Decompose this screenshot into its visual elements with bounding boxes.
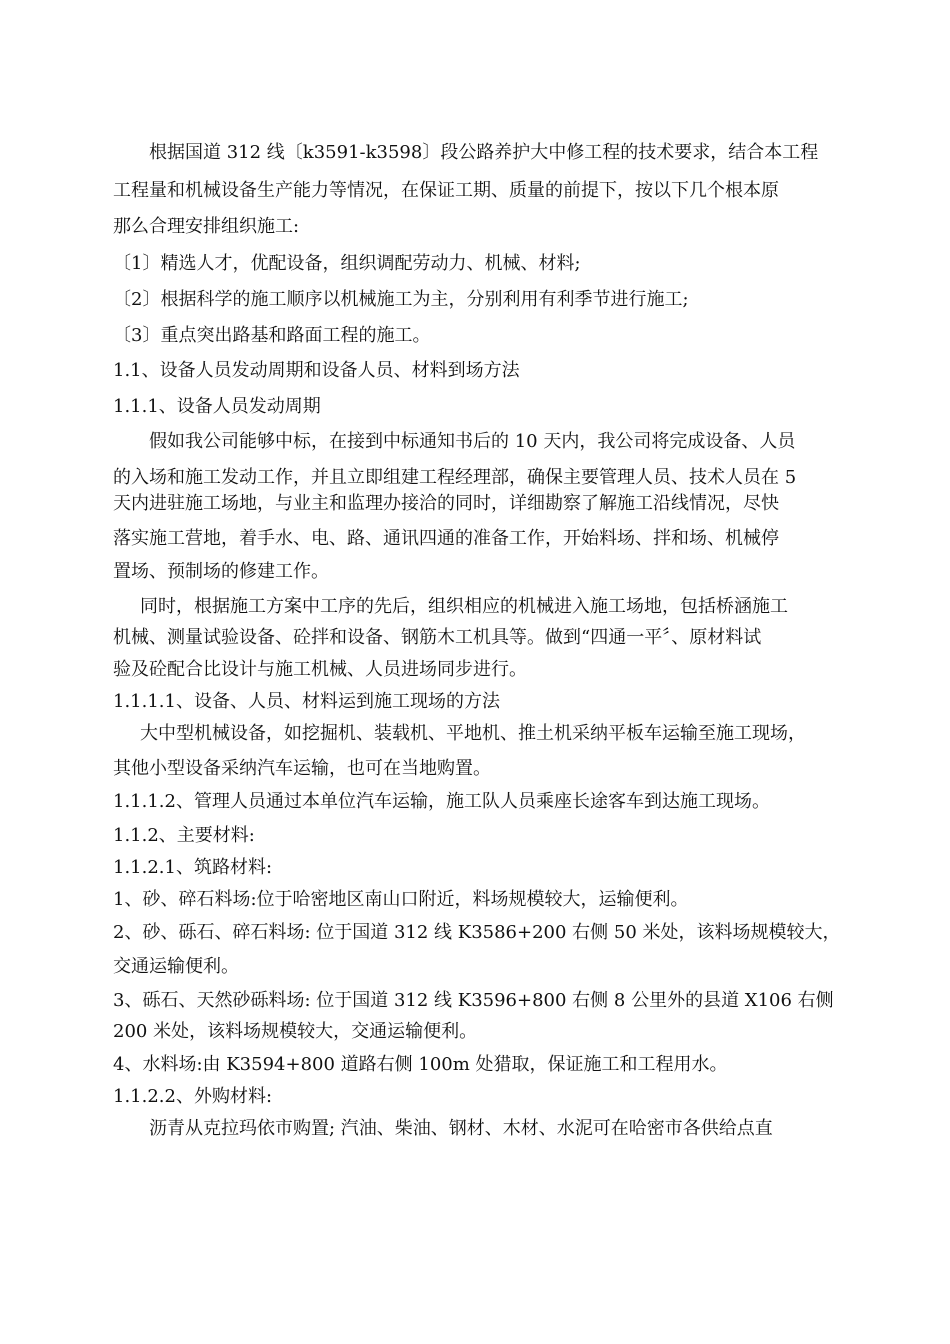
paragraph-line: 大中型机械设备，如挖掘机、装载机、平地机、推土机采纳平板车运输至施工现场， (140, 723, 806, 744)
paragraph-line: 交通运输便利。 (113, 956, 239, 977)
paragraph-line: 工程量和机械设备生产能力等情况，在保证工期、质量的前提下，按以下几个根本原 (113, 180, 779, 201)
paragraph-line: 落实施工营地，着手水、电、路、通讯四通的准备工作，开始料场、拌和场、机械停 (113, 528, 779, 549)
section-heading: 1.1、设备人员发动周期和设备人员、材料到场方法 (113, 360, 520, 381)
paragraph-line: 沥青从克拉玛依市购置; 汽油、柴油、钢材、木材、水泥可在哈密市各供给点直 (149, 1118, 773, 1139)
paragraph-line: 200 米处，该料场规模较大，交通运输便利。 (113, 1021, 478, 1042)
paragraph-line: 假如我公司能够中标，在接到中标通知书后的 10 天内，我公司将完成设备、人员 (149, 431, 796, 452)
paragraph-line: 天内进驻施工场地，与业主和监理办接洽的同时，详细勘察了解施工沿线情况，尽快 (113, 493, 779, 514)
section-heading: 1.1.1、设备人员发动周期 (113, 396, 321, 417)
list-item: 1、砂、碎石料场:位于哈密地区南山口附近，料场规模较大，运输便利。 (113, 889, 689, 910)
paragraph-line: 验及砼配合比设计与施工机械、人员进场同步进行。 (113, 659, 527, 680)
section-heading: 1.1.2.2、外购材料: (113, 1086, 273, 1107)
paragraph-line: 机械、测量试验设备、砼拌和设备、钢筋木工机具等。做到“四通一平〞、原材料试 (113, 627, 762, 648)
paragraph-line: 同时，根据施工方案中工序的先后，组织相应的机械进入施工场地，包括桥涵施工 (140, 596, 788, 617)
section-heading: 1.1.2、主要材料: (113, 825, 255, 846)
list-item: 〔1〕精选人才，优配设备，组织调配劳动力、机械、材料; (113, 253, 581, 274)
section-heading: 1.1.1.1、设备、人员、材料运到施工现场的方法 (113, 691, 500, 712)
section-heading: 1.1.1.2、管理人员通过本单位汽车运输，施工队人员乘座长途客车到达施工现场。 (113, 791, 770, 812)
list-item: 〔3〕重点突出路基和路面工程的施工。 (113, 325, 431, 346)
paragraph-line: 其他小型设备采纳汽车运输，也可在当地购置。 (113, 758, 491, 779)
paragraph-line: 置场、预制场的修建工作。 (113, 561, 329, 582)
paragraph-line: 那么合理安排组织施工: (113, 216, 300, 237)
section-heading: 1.1.2.1、筑路材料: (113, 857, 273, 878)
list-item: 2、砂、砾石、碎石料场: 位于国道 312 线 K3586+200 右侧 50 米处，该料场规模较大， (113, 922, 841, 943)
list-item: 〔2〕根据科学的施工顺序以机械施工为主，分别利用有利季节进行施工; (113, 289, 689, 310)
paragraph-line: 根据国道 312 线〔k3591-k3598〕段公路养护大中修工程的技术要求，结合本工程 (149, 142, 819, 163)
paragraph-line: 的入场和施工发动工作，并且立即组建工程经理部，确保主要管理人员、技术人员在 5 (113, 467, 797, 488)
list-item: 4、水料场:由 K3594+800 道路右侧 100m 处猎取，保证施工和工程用水。 (113, 1054, 728, 1075)
list-item: 3、砾石、天然砂砾料场: 位于国道 312 线 K3596+800 右侧 8 公里外的县道 X106 右侧 (113, 990, 834, 1011)
